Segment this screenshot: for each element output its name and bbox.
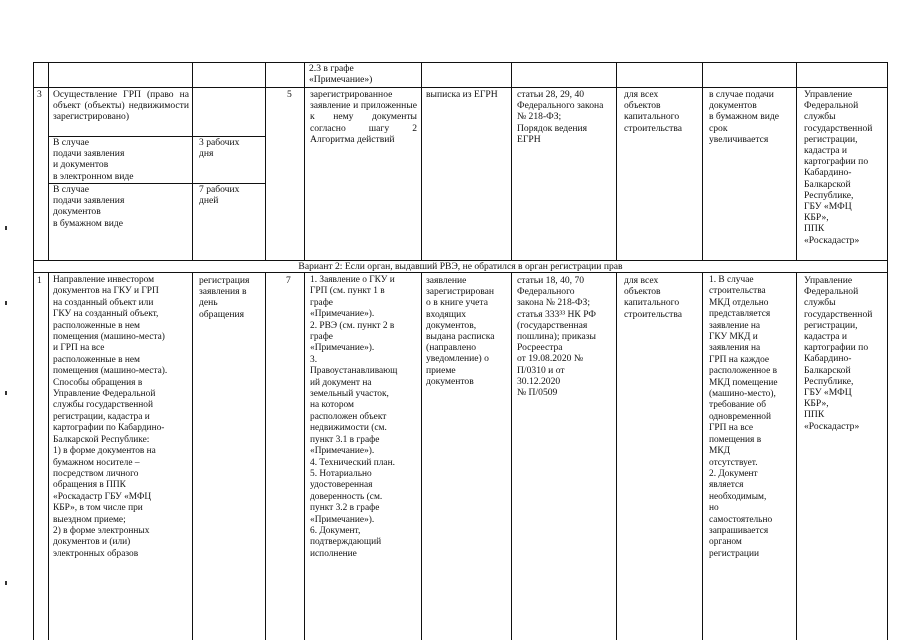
- row1-note: 1. В случае строительства МКД отдельно представляется заявление на ГКУ МКД и заявления на ГРП на каждое расположенное в МКД помещение (машино-место), требование об одновременной ГРП на все помещения в МКД отсутствует. 2. Документ является необходимым, но самостоятельно запрашивается органом регистрации: [709, 275, 778, 559]
- row3-electronic-condition: В случае подачи заявления и документов в электронном виде: [53, 137, 134, 182]
- row1-number: 1: [37, 275, 42, 286]
- row3-basis: статьи 28, 29, 40 Федерального закона № 218-ФЗ; Порядок ведения ЕГРН: [517, 89, 604, 145]
- row3-count: 5: [287, 89, 292, 100]
- row1-basis: статьи 18, 40, 70 Федерального закона № 218-ФЗ; статья 333³³ НК РФ (государственная пошлина); приказы Росреестра от 19.08.2020 № П/0310 и от 30.12.2020 № П/0509: [517, 275, 596, 399]
- row1-applies: для всех объектов капитального строительства: [624, 275, 683, 320]
- row1-title: Направление инвестором документов на ГКУ и ГРП на созданный объект или ГКУ на созданный объект, расположенные в нем помещения (машино-места) и ГРП на все расположенные в нем помещения (машино-места). Способы обращения в Управление Федеральной службы государственной регистрации, кадастра и картографии по Кабардино- Балкарской Республике: 1) в форме документов на бумажном носителе – посредством личного обращения в ППК «Роскадастр ГБУ «МФЦ КБР», в том числе при выездном приеме; 2) в форме электронных документов и (или) электронных образов: [53, 275, 168, 559]
- row3-paper-term: 7 рабочих дней: [199, 184, 240, 207]
- row1-count: 7: [286, 275, 291, 286]
- variant-header: Вариант 2: Если орган, выдавший РВЭ, не обратился в орган регистрации прав: [298, 261, 623, 272]
- row1-result: заявление зарегистрирован о в книге учета входящих документов, выдана расписка (направлено уведомление) о приеме документов: [426, 275, 495, 387]
- row3-electronic-term: 3 рабочих дня: [199, 137, 240, 160]
- row3-authority: Управление Федеральной службы государственной регистрации, кадастра и картографии по Кабардино- Балкарской Республике, ГБУ «МФЦ КБР», ППК «Роскадастр»: [804, 89, 873, 246]
- top-row-remark: 2.3 в графе «Примечание»): [309, 63, 373, 86]
- row3-paper-condition: В случае подачи заявления документов в бумажном виде: [53, 184, 125, 229]
- row3-applies: для всех объектов капитального строительства: [624, 89, 683, 134]
- row3-result: выписка из ЕГРН: [426, 89, 498, 100]
- row3-documents: зарегистрированное заявление и приложенные к нему документы согласно шагу 2 Алгоритма действий: [310, 89, 417, 145]
- row1-term: регистрация заявления в день обращения: [199, 275, 250, 320]
- row3-note: в случае подачи документов в бумажном виде срок увеличивается: [709, 89, 780, 145]
- row3-number: 3: [37, 89, 42, 100]
- row3-title: Осуществление ГРП (право на объект (объекты) недвижимости зарегистрировано): [53, 89, 189, 123]
- row1-documents: 1. Заявление о ГКУ и ГРП (см. пункт 1 в графе «Примечание»). 2. РВЭ (см. пункт 2 в графе «Примечание»). 3. Правоустанавливающ ий документ на земельный участок, на котором расположен объект недвижимости (см. пункт 3.1 в графе «Примечание»). 4. Технический план. 5. Нотариально удостоверенная доверенность (см. пункт 3.2 в графе «Примечание»). 6. Документ, подтверждающий исполнение: [310, 275, 398, 559]
- row1-authority: Управление Федеральной службы государственной регистрации, кадастра и картографии по Кабардино- Балкарской Республике, ГБУ «МФЦ КБР», ППК «Роскадастр»: [804, 275, 873, 432]
